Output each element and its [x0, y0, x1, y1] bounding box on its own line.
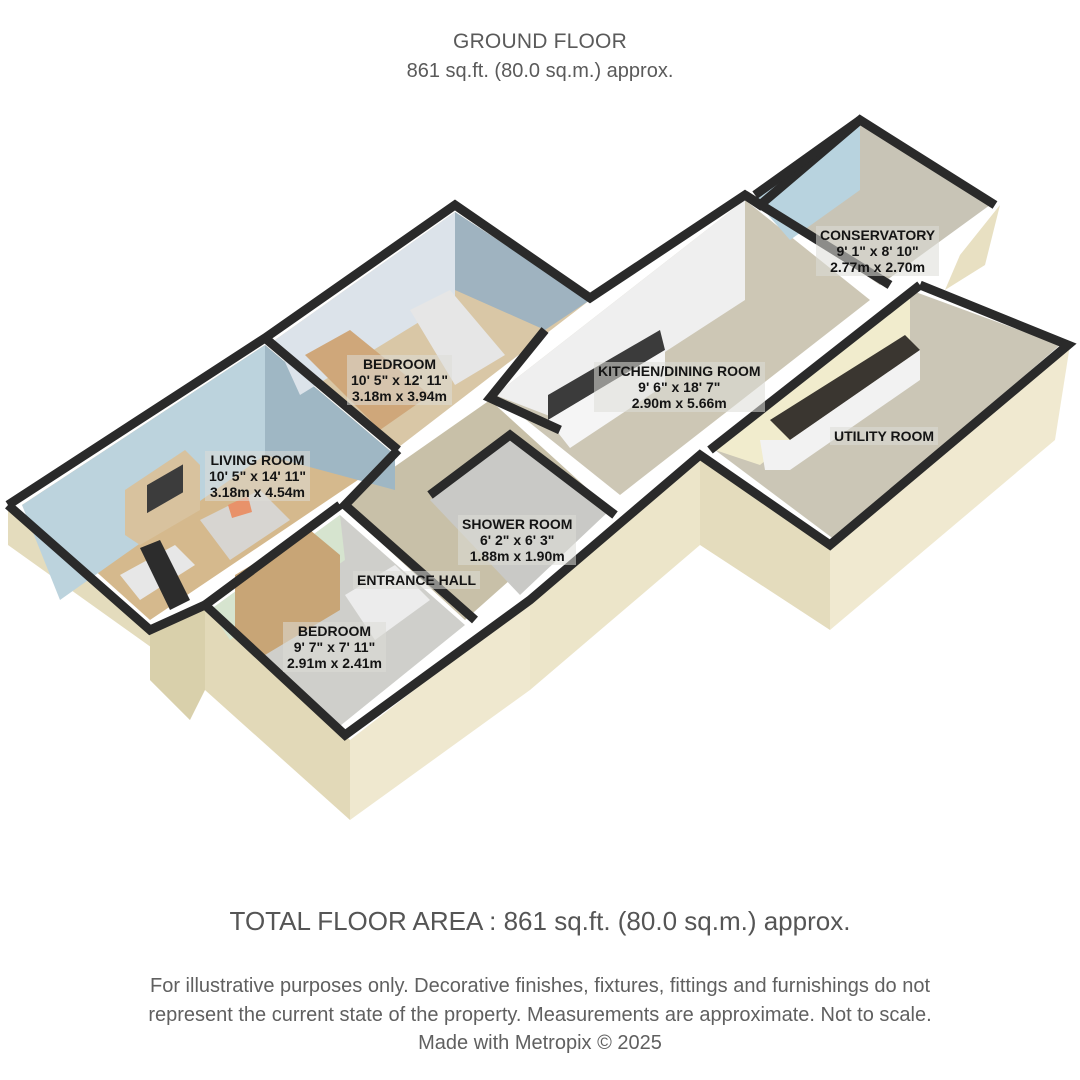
room-name: KITCHEN/DINING ROOM [598, 363, 761, 379]
room-label-living-room [205, 451, 310, 501]
credit: Made with Metropix © 2025 [418, 1032, 662, 1054]
room-name: LIVING ROOM [210, 452, 305, 468]
room-label-entrance-hall [353, 571, 480, 589]
room-dimensions-metric: 2.90m x 5.66m [631, 395, 727, 411]
room-label-conservatory [816, 226, 939, 276]
room-label-shower-room [458, 515, 576, 565]
room-dimensions-imperial: 6' 2" x 6' 3" [480, 532, 555, 548]
room-name: ENTRANCE HALL [357, 572, 476, 588]
room-dimensions-metric: 2.91m x 2.41m [287, 655, 382, 671]
disclaimer-line-1: For illustrative purposes only. Decorative finishes, fixtures, fittings and furnishings do not [150, 975, 930, 997]
room-name: BEDROOM [297, 623, 372, 639]
disclaimer [0, 972, 1080, 1058]
room-dimensions-imperial: 9' 6" x 18' 7" [638, 379, 721, 395]
room-name: CONSERVATORY [820, 227, 936, 243]
room-label-utility-room [830, 427, 938, 445]
room-dimensions-metric: 3.18m x 3.94m [352, 388, 447, 404]
room-label-bedroom-2 [283, 622, 386, 672]
floor-area: 861 sq.ft. (80.0 sq.m.) approx. [406, 60, 674, 82]
room-name: BEDROOM [362, 356, 437, 372]
floor-title: GROUND FLOOR [453, 30, 627, 53]
room-dimensions-metric: 1.88m x 1.90m [469, 548, 565, 564]
room-name: UTILITY ROOM [834, 428, 935, 444]
room-dimensions-imperial: 10' 5" x 12' 11" [351, 372, 449, 388]
room-name: SHOWER ROOM [462, 516, 573, 532]
room-dimensions-imperial: 9' 1" x 8' 10" [836, 243, 919, 259]
total-floor-area: TOTAL FLOOR AREA : 861 sq.ft. (80.0 sq.m.) approx. [229, 906, 851, 936]
room-dimensions-imperial: 9' 7" x 7' 11" [293, 639, 376, 655]
disclaimer-line-2: represent the current state of the property. Measurements are approximate. Not to scale. [148, 1003, 932, 1026]
room-dimensions-metric: 3.18m x 4.54m [210, 484, 305, 500]
room-label-bedroom-1 [347, 355, 452, 405]
room-label-kitchen-dining [594, 362, 765, 412]
room-dimensions-imperial: 10' 5" x 14' 11" [209, 468, 307, 484]
room-dimensions-metric: 2.77m x 2.70m [830, 259, 926, 275]
